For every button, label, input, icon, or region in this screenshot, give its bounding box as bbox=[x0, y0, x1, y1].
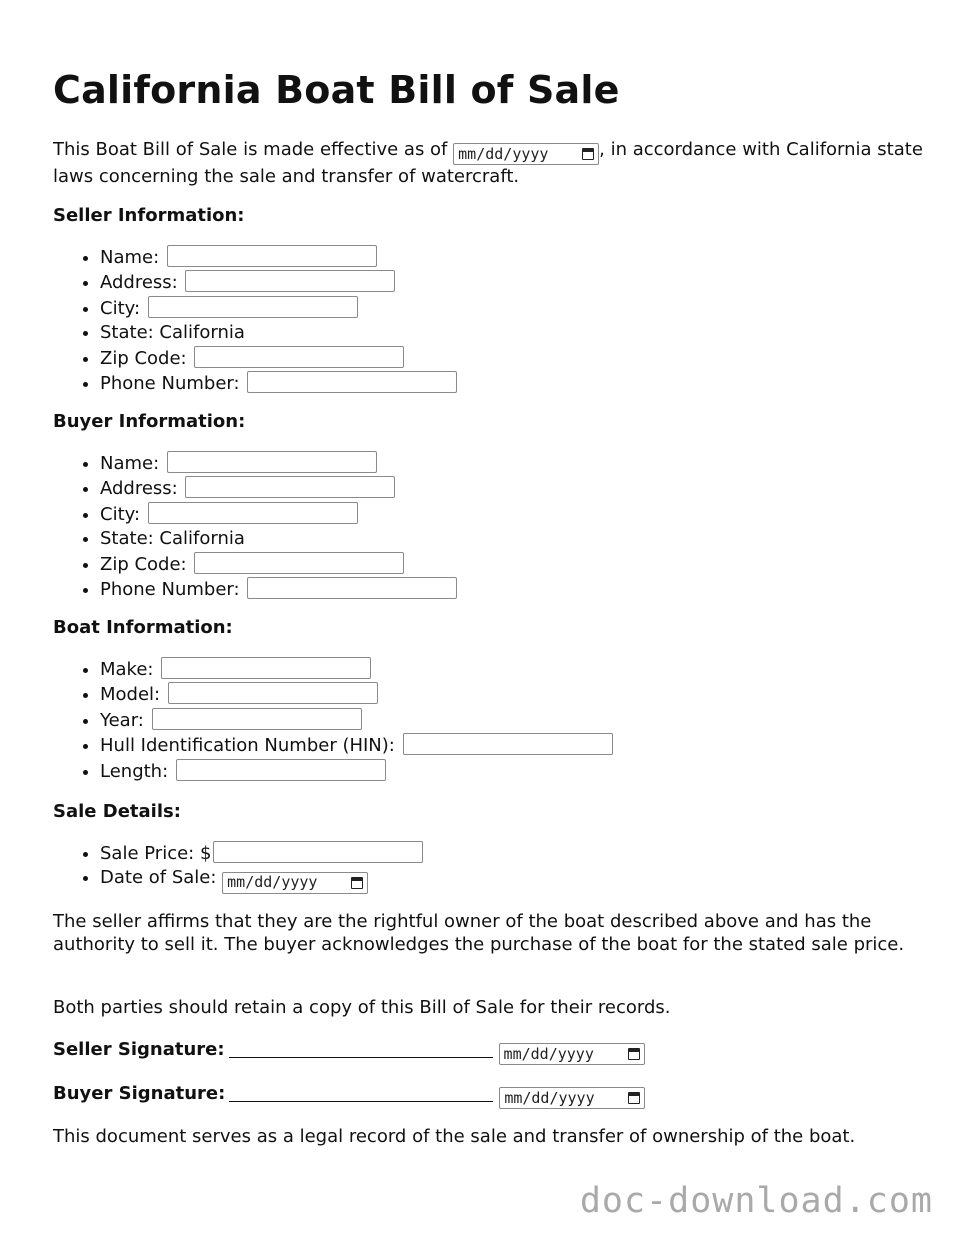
closing-paragraph: This document serves as a legal record of the sale and transfer of ownership of the boat. bbox=[53, 1126, 856, 1147]
seller-zip-label: Zip Code: bbox=[100, 347, 187, 369]
seller-city-item bbox=[100, 296, 457, 321]
intro-paragraph bbox=[53, 138, 923, 189]
date-placeholder: mm/dd/yyyy bbox=[503, 1045, 594, 1063]
seller-signature-row bbox=[53, 1038, 645, 1065]
buyer-phone-input[interactable] bbox=[247, 577, 457, 599]
seller-phone-label: Phone Number: bbox=[100, 373, 240, 395]
calendar-icon[interactable] bbox=[582, 148, 594, 160]
seller-city-label: City: bbox=[100, 297, 141, 319]
page-title: California Boat Bill of Sale bbox=[53, 68, 620, 112]
buyer-heading: Buyer Information: bbox=[53, 411, 246, 432]
calendar-icon[interactable] bbox=[628, 1092, 640, 1104]
boat-year-label: Year: bbox=[100, 709, 144, 731]
buyer-signature-row bbox=[53, 1082, 645, 1109]
calendar-icon[interactable] bbox=[351, 877, 363, 889]
sale-price-item bbox=[100, 841, 423, 866]
seller-zip-item bbox=[100, 346, 457, 371]
buyer-fields bbox=[53, 451, 457, 602]
boat-year-input[interactable] bbox=[152, 708, 362, 730]
seller-name-item bbox=[100, 245, 457, 270]
buyer-name-item bbox=[100, 451, 457, 476]
buyer-signature-label: Buyer Signature: bbox=[53, 1083, 226, 1104]
sale-fields bbox=[53, 841, 423, 894]
buyer-name-label: Name: bbox=[100, 453, 160, 474]
buyer-city-label: City: bbox=[100, 503, 141, 525]
buyer-name-input[interactable] bbox=[167, 451, 377, 473]
watermark: doc-download.com bbox=[579, 1181, 933, 1221]
effective-date-input[interactable] bbox=[453, 143, 599, 165]
boat-fields bbox=[53, 657, 613, 784]
boat-heading: Boat Information: bbox=[53, 617, 233, 638]
boat-model-item bbox=[100, 682, 613, 707]
boat-hin-label: Hull Identification Number (HIN): bbox=[100, 735, 395, 757]
boat-length-label: Length: bbox=[100, 760, 169, 782]
sale-price-input[interactable] bbox=[213, 841, 423, 863]
seller-state-text: State: California bbox=[100, 322, 245, 344]
boat-length-item bbox=[100, 759, 613, 784]
seller-address-item bbox=[100, 270, 457, 295]
seller-name-input[interactable] bbox=[167, 245, 377, 267]
affirmation-paragraph: The seller affirms that they are the rightful owner of the boat described above and has the authority to sell it. The buyer acknowledges the purchase of the boat for the stated sale price. bbox=[53, 911, 905, 955]
buyer-signature-line[interactable] bbox=[229, 1083, 493, 1102]
buyer-zip-input[interactable] bbox=[194, 552, 404, 574]
sale-heading: Sale Details: bbox=[53, 801, 181, 822]
intro-text-before: This Boat Bill of Sale is made effective as of bbox=[53, 139, 448, 160]
buyer-state-text: State: California bbox=[100, 528, 245, 550]
boat-model-input[interactable] bbox=[168, 682, 378, 704]
seller-signature-label: Seller Signature: bbox=[53, 1039, 225, 1060]
buyer-address-item bbox=[100, 476, 457, 501]
seller-phone-input[interactable] bbox=[247, 371, 457, 393]
boat-model-label: Model: bbox=[100, 684, 161, 706]
calendar-icon[interactable] bbox=[628, 1048, 640, 1060]
seller-phone-item bbox=[100, 371, 457, 396]
retain-copy-paragraph: Both parties should retain a copy of this Bill of Sale for their records. bbox=[53, 997, 671, 1018]
seller-state-item bbox=[100, 321, 457, 345]
date-placeholder: mm/dd/yyyy bbox=[504, 1089, 595, 1107]
date-placeholder: mm/dd/yyyy bbox=[227, 873, 318, 892]
buyer-city-input[interactable] bbox=[148, 502, 358, 524]
buyer-phone-item bbox=[100, 577, 457, 602]
sale-date-input[interactable] bbox=[222, 872, 368, 894]
seller-fields bbox=[53, 245, 457, 396]
date-placeholder: mm/dd/yyyy bbox=[458, 145, 549, 163]
buyer-phone-label: Phone Number: bbox=[100, 579, 240, 601]
seller-name-label: Name: bbox=[100, 247, 160, 268]
boat-length-input[interactable] bbox=[176, 759, 386, 781]
boat-make-item bbox=[100, 657, 613, 682]
seller-zip-input[interactable] bbox=[194, 346, 404, 368]
sale-date-label: Date of Sale: bbox=[100, 867, 217, 889]
seller-address-input[interactable] bbox=[185, 270, 395, 292]
boat-hin-item bbox=[100, 733, 613, 758]
seller-address-label: Address: bbox=[100, 272, 178, 294]
boat-hin-input[interactable] bbox=[403, 733, 613, 755]
seller-signature-line[interactable] bbox=[229, 1039, 493, 1058]
buyer-state-item bbox=[100, 527, 457, 551]
buyer-city-item bbox=[100, 502, 457, 527]
boat-make-input[interactable] bbox=[161, 657, 371, 679]
buyer-zip-label: Zip Code: bbox=[100, 553, 187, 575]
buyer-zip-item bbox=[100, 552, 457, 577]
seller-signature-date-input[interactable] bbox=[499, 1043, 645, 1065]
intro-text-after: , in accordance with California state laws concerning the sale and transfer of watercraft. bbox=[53, 139, 923, 187]
buyer-address-input[interactable] bbox=[185, 476, 395, 498]
seller-heading: Seller Information: bbox=[53, 205, 245, 226]
boat-make-label: Make: bbox=[100, 659, 154, 680]
buyer-address-label: Address: bbox=[100, 478, 178, 500]
boat-year-item bbox=[100, 708, 613, 733]
buyer-signature-date-input[interactable] bbox=[499, 1087, 645, 1109]
sale-date-item bbox=[100, 866, 423, 893]
sale-price-label: Sale Price: $ bbox=[100, 843, 212, 864]
seller-city-input[interactable] bbox=[148, 296, 358, 318]
